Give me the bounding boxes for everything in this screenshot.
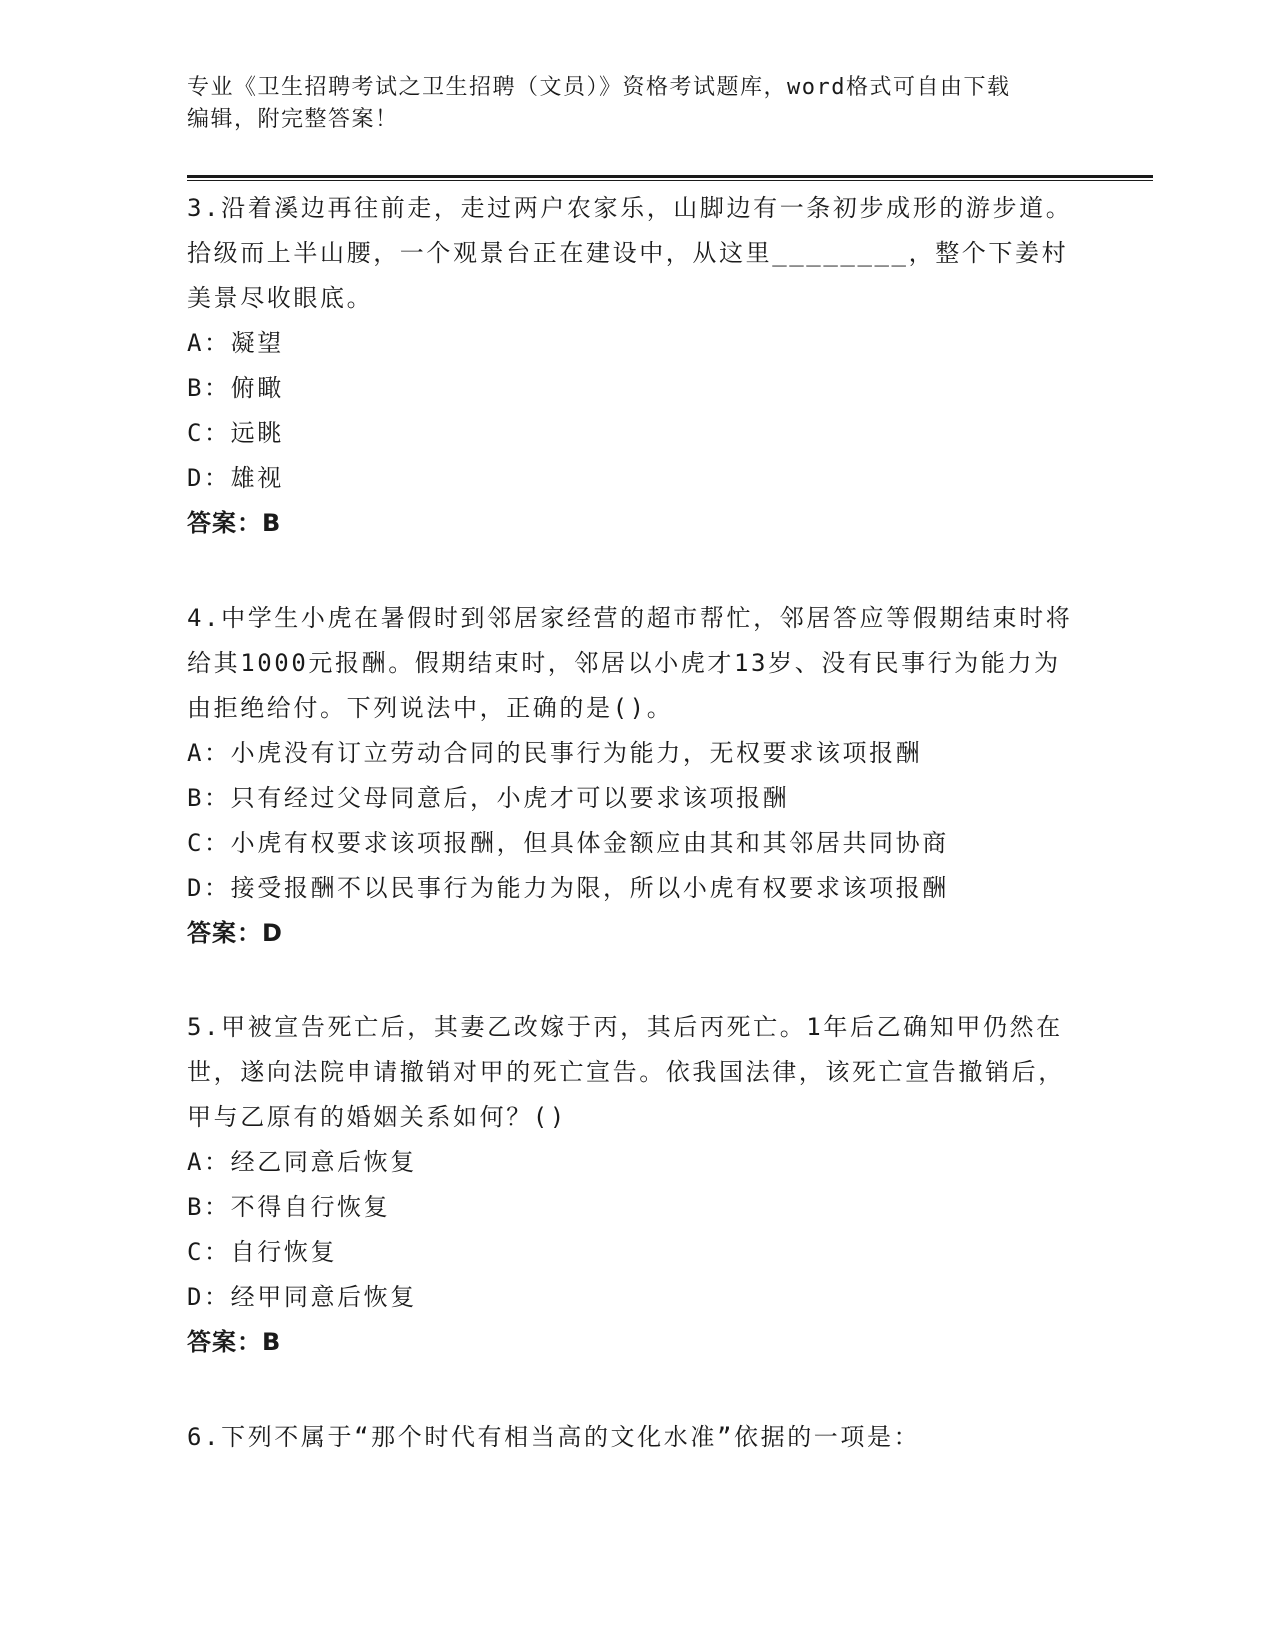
answer: 答案：B [187,509,282,537]
header-line-2: 编辑，附完整答案！ [187,107,399,132]
option-c: C：自行恢复 [187,1238,338,1266]
header-divider-thin [187,180,1153,181]
option-b: B：不得自行恢复 [187,1193,391,1221]
question-text: 6.下列不属于“那个时代有相当高的文化水准”依据的一项是： [187,1423,921,1451]
option-d: D：经甲同意后恢复 [187,1283,417,1311]
question-6 [187,1415,1087,1460]
question-4 [187,596,1087,956]
option-d: D：接受报酬不以民事行为能力为限，所以小虎有权要求该项报酬 [187,874,949,902]
question-5 [187,1005,1087,1365]
answer: 答案：D [187,919,283,947]
answer: 答案：B [187,1328,282,1356]
question-3 [187,186,1087,546]
option-b: B：俯瞰 [187,374,284,402]
option-c: C：小虎有权要求该项报酬，但具体金额应由其和其邻居共同协商 [187,829,949,857]
document-header [187,72,1087,136]
option-a: A：小虎没有订立劳动合同的民事行为能力，无权要求该项报酬 [187,739,923,767]
header-divider-thick [187,175,1153,178]
question-text: 5.甲被宣告死亡后，其妻乙改嫁于丙，其后丙死亡。1年后乙确知甲仍然在世，遂向法院申请撤销对甲的死亡宣告。依我国法律，该死亡宣告撤销后，甲与乙原有的婚姻关系如何？() [187,1013,1065,1131]
question-text: 3.沿着溪边再往前走，走过两户农家乐，山脚边有一条初步成形的游步道。拾级而上半山腰，一个观景台正在建设中，从这里________，整个下姜村美景尽收眼底。 [187,194,1073,312]
question-text: 4.中学生小虎在暑假时到邻居家经营的超市帮忙，邻居答应等假期结束时将给其1000元报酬。假期结束时，邻居以小虎才13岁、没有民事行为能力为由拒绝给付。下列说法中，正确的是()。 [187,604,1073,722]
option-b: B：只有经过父母同意后，小虎才可以要求该项报酬 [187,784,790,812]
option-a: A：凝望 [187,329,284,357]
option-d: D：雄视 [187,464,284,492]
header-line-1: 专业《卫生招聘考试之卫生招聘（文员）》资格考试题库，word格式可自由下载 [187,75,1011,100]
option-a: A：经乙同意后恢复 [187,1148,417,1176]
option-c: C：远眺 [187,419,284,447]
